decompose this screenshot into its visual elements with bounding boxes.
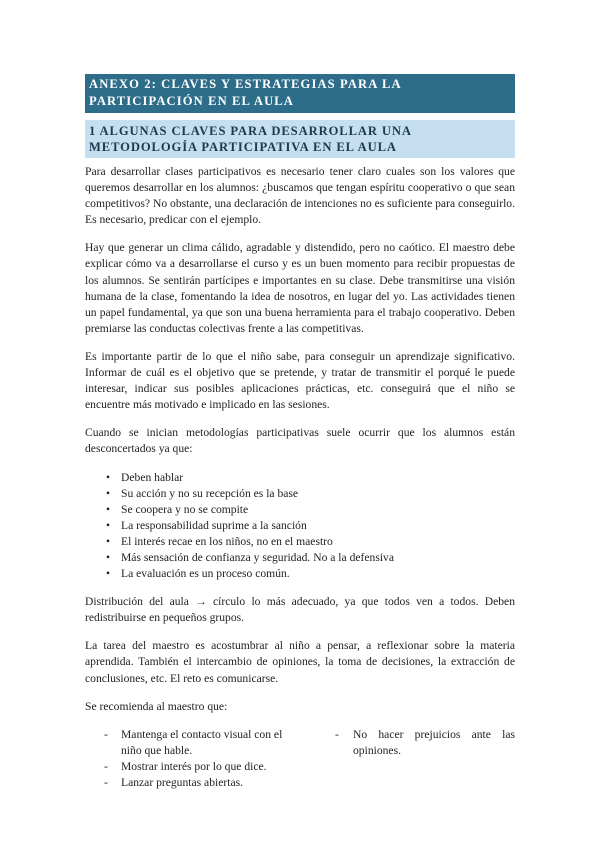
paragraph-teacher: La tarea del maestro es acostumbrar al niño a pensar, a reflexionar sobre la materia aprendida. También el intercambio de opiniones, la toma de decisiones, la extracción de conclusiones, etc. El reto es comunicarse.	[85, 639, 515, 685]
paragraph-methodologies: Cuando se inician metodologías participativas suele ocurrir que los alumnos están desconcertados ya que:	[85, 426, 515, 456]
paragraph-climate: Hay que generar un clima cálido, agradable y distendido, pero no caótico. El maestro debe explicar cómo va a desarrollarse el curso y es un buen momento para recibir propuestas de los alumnos. Se sentirán partícipes e importantes en su clase. Debe transmitirse una visión humana de la clase, fomentando la idea de nosotros, en lugar del yo. Las actividades tienen un papel fundamental, ya que son una buena herramienta para el trabajo cooperativo. Deben premiarse las conductas colectivas frente a las competitivas.	[85, 241, 515, 335]
paragraph-values: Para desarrollar clases participativos es necesario tener claro cuales son los valores que queremos desarrollar en los alumnos: ¿buscamos que tengan espíritu cooperativo o que sean competitivos? No obstante, una declaración de intenciones no es suficiente para conseguirlo. Es necesario, predicar con el ejemplo.	[85, 165, 515, 227]
bullet-item: • Su acción y no su recepción es la base	[85, 486, 515, 502]
page-content	[85, 74, 515, 791]
dash-item: - No hacer prejuicios ante las opiniones.	[335, 727, 515, 759]
paragraph-learning: Es importante partir de lo que el niño sabe, para conseguir un aprendizaje significativo. Informar de cuál es el objetivo que se pretende, y tratar de transmitir el porqué le puede interesar, indicar sus posibles aplicaciones prácticas, etc. conseguirá que el niño se encuentre más motivado e implicado en las sesiones.	[85, 349, 515, 412]
recommend-right-list	[335, 727, 515, 759]
bullet-item: • Más sensación de confianza y seguridad. No a la defensiva	[85, 550, 515, 566]
annex-heading: ANEXO 2: CLAVES Y ESTRATEGIAS PARA LA PARTICIPACIÓN EN EL AULA	[85, 74, 515, 113]
recommend-left-list	[85, 727, 285, 791]
bullet-item: • Se coopera y no se compite	[85, 502, 515, 518]
recommend-columns	[85, 727, 515, 791]
dash-item: - Mostrar interés por lo que dice.	[85, 759, 285, 775]
section-heading: 1 ALGUNAS CLAVES PARA DESARROLLAR UNA METODOLOGÍA PARTICIPATIVA EN EL AULA	[85, 120, 515, 158]
recommend-right-column	[335, 727, 515, 791]
bullet-list	[85, 470, 515, 583]
dash-item: - Mantenga el contacto visual con el niño que hable.	[85, 727, 285, 759]
paragraph-distribution: Distribución del aula → círculo lo más adecuado, ya que todos ven a todos. Deben redistribuirse en pequeños grupos.	[85, 595, 515, 625]
recommend-left-column	[85, 727, 285, 791]
dash-item: - Lanzar preguntas abiertas.	[85, 775, 285, 791]
bullet-item: • La evaluación es un proceso común.	[85, 566, 515, 582]
bullet-item: • La responsabilidad suprime a la sanción	[85, 518, 515, 534]
bullet-item: • El interés recae en los niños, no en el maestro	[85, 534, 515, 550]
bullet-item: • Deben hablar	[85, 470, 515, 486]
paragraph-recommend-intro: Se recomienda al maestro que:	[85, 699, 228, 713]
